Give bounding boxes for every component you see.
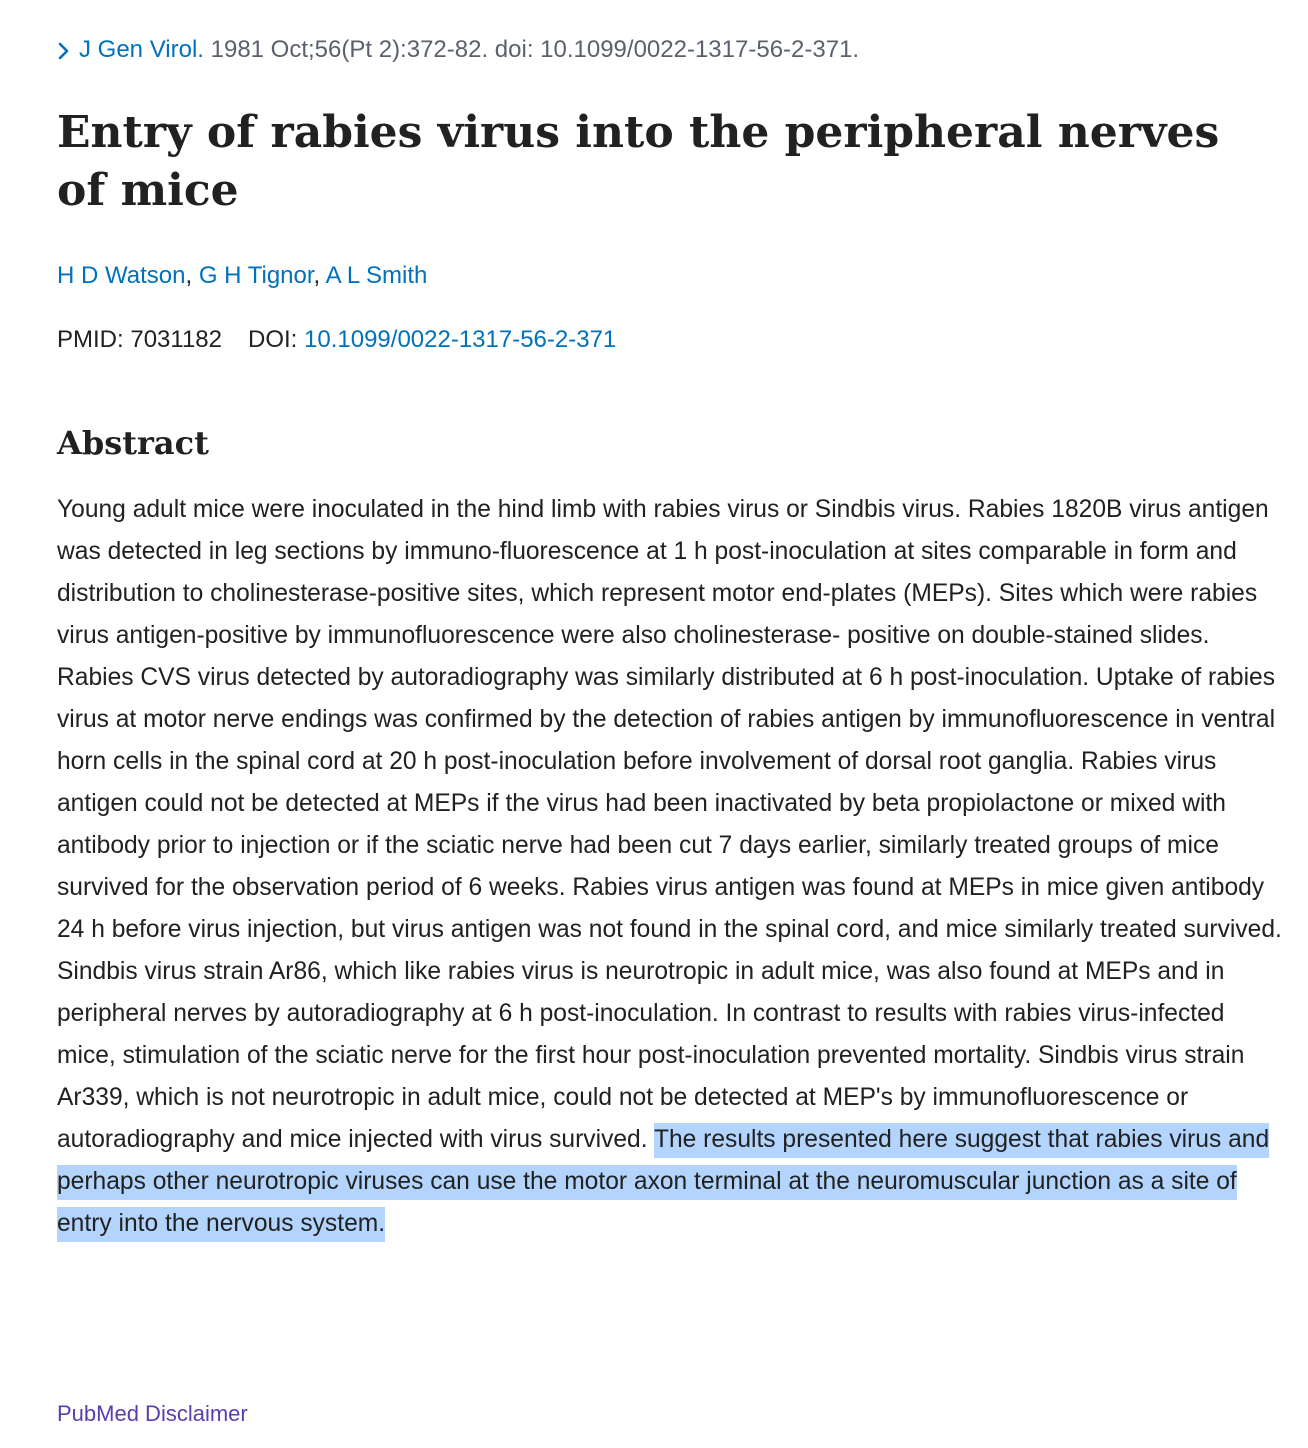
article-identifiers (57, 322, 616, 358)
chevron-right-icon[interactable] (57, 34, 79, 66)
pmid-value: 7031182 (130, 326, 222, 353)
author-separator: , (185, 262, 199, 289)
pmid-label: PMID: (57, 326, 131, 353)
pubmed-disclaimer-link[interactable]: PubMed Disclaimer (57, 1401, 248, 1426)
author-link[interactable]: G H Tignor (198, 262, 314, 289)
author-separator: , (313, 262, 326, 289)
journal-link[interactable]: J Gen Virol. (79, 36, 204, 63)
abstract-heading: Abstract (57, 424, 209, 462)
citation-details: 1981 Oct;56(Pt 2):372-82. doi: 10.1099/0022-1317-56-2-371. (203, 36, 860, 63)
abstract-text-unselected: Young adult mice were inoculated in the hind limb with rabies virus or Sindbis virus. Rabies 1820B virus antigen was detected in leg sections by immuno-fluorescence at 1 h post-inoculation at sites comparable in form and distribution to cholinesterase-positive sites, which represent motor end-plates (MEPs). Sites which were rabies virus antigen-positive by immunofluorescence were also cholinesterase- positive on double-stained slides. Rabies CVS virus detected by autoradiography was similarly distributed at 6 h post-inoculation. Uptake of rabies virus at motor nerve endings was confirmed by the detection of rabies antigen by immunofluorescence in ventral horn cells in the spinal cord at 20 h post-inoculation before involvement of dorsal root ganglia. Rabies virus antigen could not be detected at MEPs if the virus had been inactivated by beta propiolactone or mixed with antibody prior to injection or if the sciatic nerve had been cut 7 days earlier, similarly treated groups of mice survived for the observation period of 6 weeks. Rabies virus antigen was found at MEPs in mice given antibody 24 h before virus injection, but virus antigen was not found in the spinal cord, and mice similarly treated survived. Sindbis virus strain Ar86, which like rabies virus is neurotropic in adult mice, was also found at MEPs and in peripheral nerves by autoradiography at 6 h post-inoculation. In contrast to results with rabies virus-infected mice, stimulation of the sciatic nerve for the first hour post-inoculation prevented mortality. Sindbis virus strain Ar339, which is not neurotropic in adult mice, could not be detected at MEP's by immunofluorescence or autoradiography and mice injected with virus survived. (57, 496, 1282, 1153)
abstract-text-selection: The results presented here suggest that rabies virus and perhaps other neurotropic viruses can use the motor axon terminal at the neuromuscular junction as a site of entry into the nervous system. (57, 1123, 1269, 1242)
journal-citation (57, 34, 859, 66)
authors-list (57, 258, 427, 294)
doi-label: DOI: (248, 326, 305, 353)
article-title: Entry of rabies virus into the peripheral nerves of mice (57, 107, 1220, 216)
author-link[interactable]: H D Watson (57, 262, 186, 289)
abstract-text (57, 489, 1287, 1245)
author-link[interactable]: A L Smith (325, 262, 428, 289)
doi-link[interactable]: 10.1099/0022-1317-56-2-371 (304, 326, 617, 353)
